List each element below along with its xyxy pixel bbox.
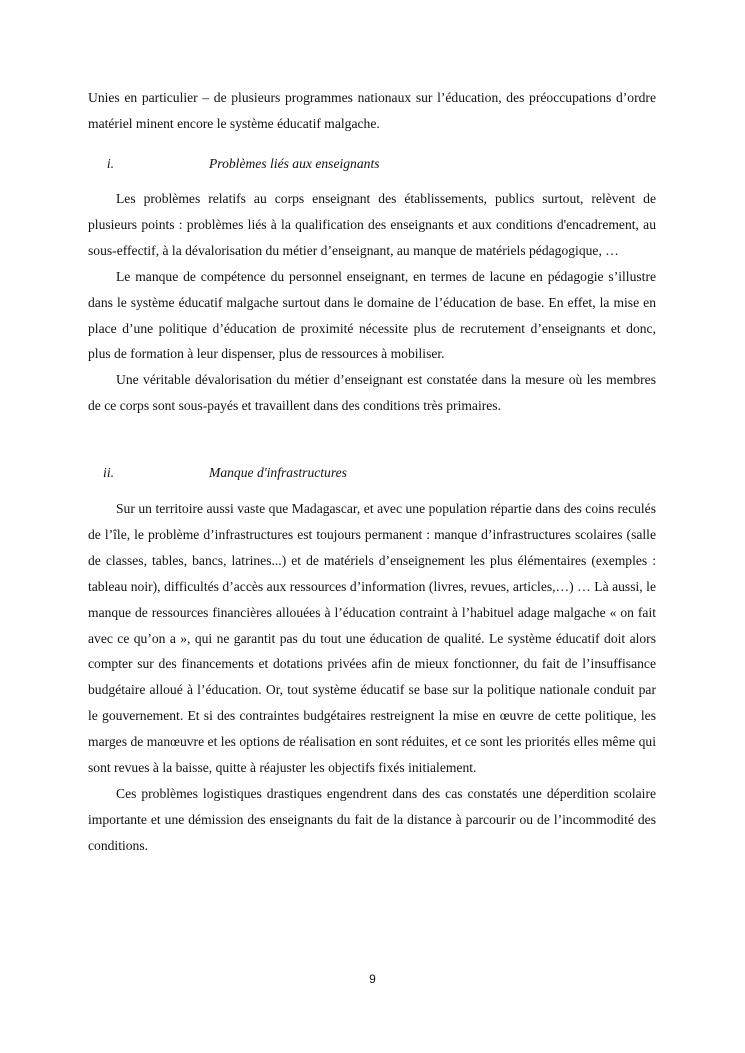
section-number: i. (106, 156, 114, 171)
paragraph-teachers-2: Le manque de compétence du personnel enseignant, en termes de lacune en pédagogie s’illustre dans le système éducatif malgache surtout dans le domaine de l’éducation de base. En effet, la mise en place d’une politique d’éducation de proximité nécessite plus de recrutement d’enseignants et donc, plus de formation à leur dispenser, plus de ressources à mobiliser. (88, 268, 656, 362)
section-title: Problèmes liés aux enseignants (209, 156, 380, 171)
section-title: Manque d'infrastructures (209, 465, 347, 480)
intro-block (88, 85, 656, 137)
section-number: ii. (103, 465, 114, 480)
paragraph-infrastructure-2: Ces problèmes logistiques drastiques engendrent dans des cas constatés une déperdition scolaire importante et une démission des enseignants du fait de la distance à parcourir ou de l’incommodité des conditions. (88, 785, 656, 853)
teachers-block (88, 186, 656, 419)
paragraph-intro: Unies en particulier – de plusieurs programmes nationaux sur l’éducation, des préoccupations d’ordre matériel minent encore le système éducatif malgache. (88, 90, 656, 131)
paragraph-teachers-1: Les problèmes relatifs au corps enseignant des établissements, publics surtout, relèvent de plusieurs points : problèmes liés à la qualification des enseignants et aux conditions d'encadrement, au sous-effectif, à la dévalorisation du métier d’enseignant, au manque de matériels pédagogique, … (88, 191, 656, 258)
page-number: 9 (369, 972, 376, 986)
paragraph-teachers-3: Une véritable dévalorisation du métier d’enseignant est constatée dans la mesure où les membres de ce corps sont sous-payés et travaillent dans des conditions très primaires. (88, 372, 656, 414)
paragraph-infrastructure-1: Sur un territoire aussi vaste que Madagascar, et avec une population répartie dans des coins reculés de l’île, le problème d’infrastructures est toujours permanent : manque d’infrastructures scolaires (salle de classes, tables, bancs, latrines...) et de matériels d’enseignement les plus élémentaires (exemples : tableau noir), difficultés d’accès aux ressources d’information (livres, revues, articles,…) … Là aussi, le manque de ressources financières allouées à l’éducation contraint à l’habituel adage malgache « on fait avec ce qu’on a », qui ne garantit pas du tout une éducation de qualité. Le système éducatif doit alors compter sur des financements et dotations privées afin de mieux fonctionner, du fait de l’insuffisance budgétaire alloué à l’éducation. Or, tout système éducatif se base sur la politique nationale conduit par le gouvernement. Et si des contraintes budgétaires restreignent la mise en œuvre de cette politique, les marges de manœuvre et les options de réalisation en sont réduites, et ce sont les priorités elles même qui sont revues à la baisse, quitte à réajuster les objectifs fixés initialement. (88, 501, 656, 776)
infrastructure-block (88, 496, 656, 859)
